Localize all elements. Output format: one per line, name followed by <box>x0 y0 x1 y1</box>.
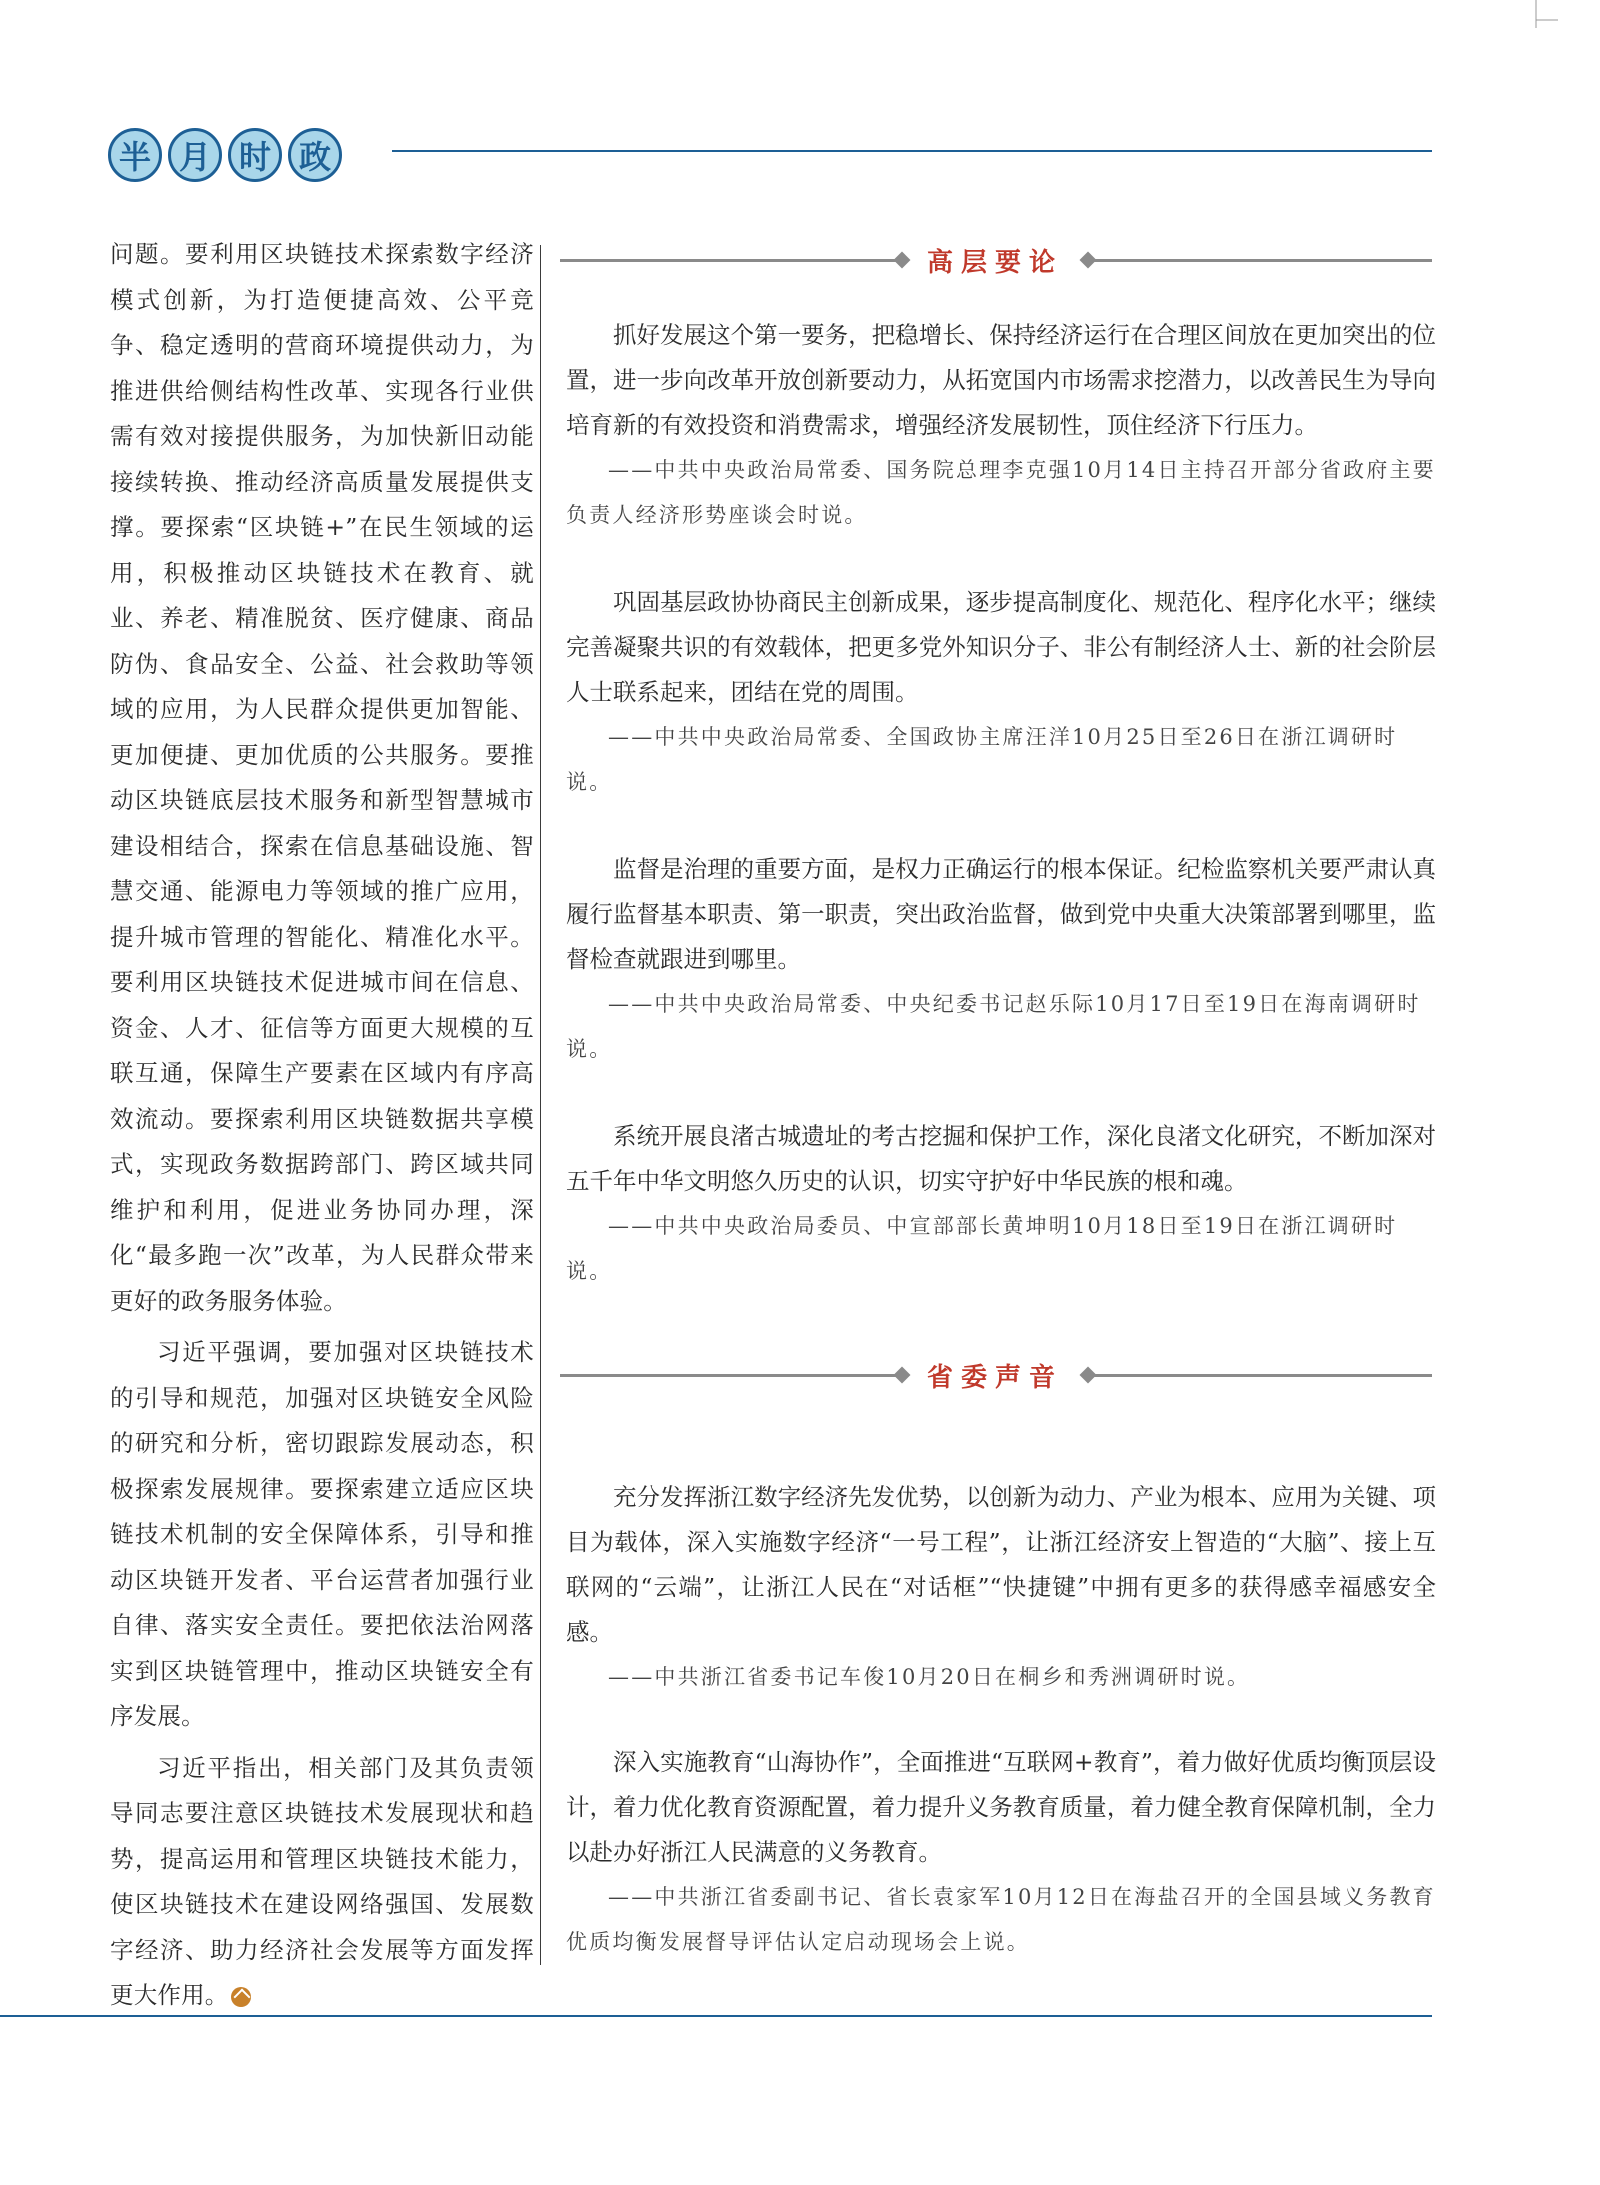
quote-source: ——中共中央政治局委员、中宣部部长黄坤明10月18日至19日在浙江调研时说。 <box>566 1214 1398 1283</box>
article-paragraph <box>110 1746 534 2019</box>
masthead-char: 月 <box>168 128 222 182</box>
quote-source: ——中共浙江省委副书记、省长袁家军10月12日在海盐召开的全国县域义务教育优质均衡发展督导评估认定启动现场会上说。 <box>566 1885 1436 1954</box>
quote-block <box>566 1475 1436 1700</box>
quote-source: ——中共浙江省委书记车俊10月20日在桐乡和秀洲调研时说。 <box>608 1665 1251 1689</box>
quote-body: 监督是治理的重要方面，是权力正确运行的根本保证。纪检监察机关要严肃认真履行监督基本职责、第一职责，突出政治监督，做到党中央重大决策部署到哪里，监督检查就跟进到哪里。 <box>566 855 1436 973</box>
diamond-icon <box>894 1367 911 1384</box>
section-rule <box>560 1374 902 1377</box>
footer-rule <box>0 2015 1432 2017</box>
masthead-char: 半 <box>108 128 162 182</box>
quote-body: 充分发挥浙江数字经济先发优势，以创新为动力、产业为根本、应用为关键、项目为载体，深入实施数字经济“一号工程”，让浙江经济安上智造的“大脑”、接上互联网的“云端”，让浙江人民在“对话框”“快捷键”中拥有更多的获得感幸福感安全感。 <box>566 1483 1436 1646</box>
end-mark-icon <box>231 1987 251 2007</box>
left-column-article <box>110 232 534 2025</box>
article-paragraph: 习近平强调，要加强对区块链技术的引导和规范，加强对区块链安全风险的研究和分析，密切跟踪发展动态，积极探索发展规律。要探索建立适应区块链技术机制的安全保障体系，引导和推动区块链开发者、平台运营者加强行业自律、落实安全责任。要把依法治网落实到区块链管理中，推动区块链安全有序发展。 <box>110 1338 534 1730</box>
quote-source: ——中共中央政治局常委、中央纪委书记赵乐际10月17日至19日在海南调研时说。 <box>566 992 1421 1061</box>
quote-source: ——中共中央政治局常委、国务院总理李克强10月14日主持召开部分省政府主要负责人经济形势座谈会时说。 <box>566 458 1436 527</box>
section-rule <box>560 259 902 262</box>
section-header-provincial <box>560 1360 1432 1393</box>
section-header-high-level <box>560 245 1432 278</box>
diamond-icon <box>894 252 911 269</box>
quote-body: 深入实施教育“山海协作”，全面推进“互联网+教育”，着力做好优质均衡顶层设计，着力优化教育资源配置，着力提升义务教育质量，着力健全教育保障机制，全力以赴办好浙江人民满意的义务教育。 <box>566 1748 1436 1866</box>
quote-block <box>566 580 1436 805</box>
section-title: 高层要论 <box>926 248 1063 278</box>
header-rule <box>392 150 1432 152</box>
quote-block <box>566 1114 1436 1294</box>
quote-block <box>566 313 1436 538</box>
masthead <box>108 128 342 186</box>
section-rule <box>1088 259 1432 262</box>
quote-body: 系统开展良渚古城遗址的考古挖掘和保护工作，深化良渚文化研究，不断加深对五千年中华文明悠久历史的认识，切实守护好中华民族的根和魂。 <box>566 1122 1436 1195</box>
column-divider <box>540 245 541 1965</box>
quote-body: 抓好发展这个第一要务，把稳增长、保持经济运行在合理区间放在更加突出的位置，进一步向改革开放创新要动力，从拓宽国内市场需求挖潜力，以改善民生为导向培育新的有效投资和消费需求，增强经济发展韧性，顶住经济下行压力。 <box>566 321 1436 439</box>
masthead-char: 时 <box>228 128 282 182</box>
article-paragraph-text: 习近平指出，相关部门及其负责领导同志要注意区块链技术发展现状和趋势，提高运用和管理区块链技术能力，使区块链技术在建设网络强国、发展数字经济、助力经济社会发展等方面发挥更大作用。 <box>110 1753 534 2009</box>
quote-block <box>566 1740 1436 1965</box>
quote-body: 巩固基层政协协商民主创新成果，逐步提高制度化、规范化、程序化水平；继续完善凝聚共识的有效载体，把更多党外知识分子、非公有制经济人士、新的社会阶层人士联系起来，团结在党的周围。 <box>566 588 1436 706</box>
article-paragraph: 问题。要利用区块链技术探索数字经济模式创新，为打造便捷高效、公平竞争、稳定透明的营商环境提供动力，为推进供给侧结构性改革、实现各行业供需有效对接提供服务，为加快新旧动能接续转换、推动经济高质量发展提供支撑。要探索“区块链+”在民生领域的运用，积极推动区块链技术在教育、就业、养老、精准脱贫、医疗健康、商品防伪、食品安全、公益、社会救助等领域的应用，为人民群众提供更加智能、更加便捷、更加优质的公共服务。要推动区块链底层技术服务和新型智慧城市建设相结合，探索在信息基础设施、智慧交通、能源电力等领域的推广应用，提升城市管理的智能化、精准化水平。要利用区块链技术促进城市间在信息、资金、人才、征信等方面更大规模的互联互通，保障生产要素在区域内有序高效流动。要探索利用区块链数据共享模式，实现政务数据跨部门、跨区域共同维护和利用，促进业务协同办理，深化“最多跑一次”改革，为人民群众带来更好的政务服务体验。 <box>110 240 534 1315</box>
masthead-char: 政 <box>288 128 342 182</box>
section-title: 省委声音 <box>926 1363 1063 1393</box>
crop-mark-icon <box>1534 0 1558 28</box>
section-rule <box>1088 1374 1432 1377</box>
quote-block <box>566 847 1436 1072</box>
quote-source: ——中共中央政治局常委、全国政协主席汪洋10月25日至26日在浙江调研时说。 <box>566 725 1398 794</box>
